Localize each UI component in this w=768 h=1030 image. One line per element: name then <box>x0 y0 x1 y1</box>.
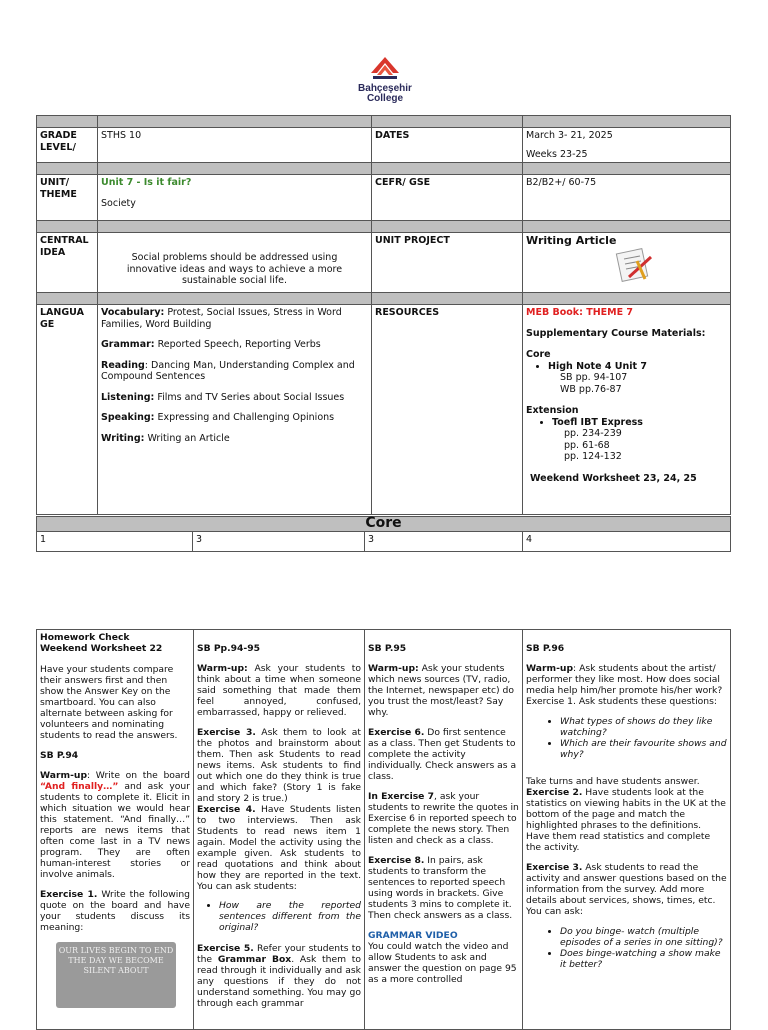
lesson-column-2 <box>194 630 365 1030</box>
central-label: CENTRAL IDEA <box>37 233 98 293</box>
exercise-5-text-b: . Ask them to read through it individually and ask any questions if they do not understand something. You may go through each grammar <box>197 954 362 1009</box>
cefr-value: B2/B2+/ 60-75 <box>523 175 731 221</box>
warmup-text-2: Ask your students to think about a time when someone said something that made them feel annoyed, confused, embarrassed, happy or relieved. <box>197 663 361 718</box>
question-bullet-1: • What types of shows do they like watching? <box>560 716 727 738</box>
vocab-label: Vocabulary: <box>101 307 165 318</box>
core-heading: Core <box>37 517 731 532</box>
reported-question-bullet: • How are the reported sentences different from the original? <box>219 900 361 933</box>
grey-band <box>37 116 731 128</box>
lesson-number-3: 3 <box>365 531 523 551</box>
grammar-video-text: You could watch the video and allow Students to ask and answer the question on page 95 as a more controlled <box>368 941 517 985</box>
central-value: Social problems should be addressed using innovative ideas and ways to achieve a more sustainable social life. <box>98 233 372 293</box>
grade-value: STHS 10 <box>98 128 372 163</box>
question-bullet-3: • Do you binge- watch (multiple episodes of a series in one sitting)? <box>560 926 727 948</box>
exercise-4-text: Have Students listen to two interviews. Then ask Students to read news item 1 again. Model the activity using the example given. Ask students to read quotations and think about how they are reported in the text. You can ask students: <box>197 804 361 892</box>
logo-line-1: Bahçeşehir <box>358 83 412 94</box>
grammar-box-text: Grammar Box <box>217 954 292 965</box>
writing-label: Writing: <box>101 432 145 444</box>
grey-band <box>37 221 731 233</box>
exercise-1-label: Exercise 1. <box>40 889 98 900</box>
warmup-label-2: Warm-up: <box>197 663 248 674</box>
grey-band <box>37 163 731 175</box>
warmup-label: Warm-up <box>40 770 88 781</box>
dates-cell <box>523 128 731 163</box>
lesson-column-4 <box>523 630 731 1030</box>
exercise-5-text-a: Refer your students to the <box>197 943 362 965</box>
exercise-1-col4-text: Exercise 1. Ask students these questions: <box>526 696 717 707</box>
project-value: Writing Article <box>526 234 617 247</box>
speaking-value: Expressing and Challenging Opinions <box>154 412 335 423</box>
warmup-text-a: : Write on the board <box>87 770 190 781</box>
article-writing-icon <box>615 247 655 283</box>
project-label: UNIT PROJECT <box>372 233 523 293</box>
grey-band <box>37 293 731 305</box>
homework-text: Have your students compare their answers first and then show the Answer Key on the smartboard. You can also alternate between asking for volunteers and nominating students to read the answers. <box>40 664 178 741</box>
core-label: Core <box>526 349 551 360</box>
exercise-8-label: Exercise 8. <box>368 855 425 866</box>
worksheet-heading: Weekend Worksheet 22 <box>40 643 163 654</box>
grammar-label: Grammar: <box>101 339 155 350</box>
pages-1: pp. 234-239 <box>564 428 622 439</box>
speaking-label: Speaking: <box>101 412 155 423</box>
grade-label: GRADE LEVEL/ <box>37 128 98 163</box>
lesson-plan-table <box>36 629 731 1030</box>
sb-page-4: SB P.96 <box>526 643 565 654</box>
lesson-number-1: 1 <box>37 531 193 551</box>
project-cell <box>523 233 731 293</box>
cefr-label: CEFR/ GSE <box>372 175 523 221</box>
lesson-number-4: 4 <box>523 531 731 551</box>
homework-heading: Homework Check <box>40 632 130 643</box>
warmup-label-3: Warm-up: <box>368 663 419 674</box>
core-band <box>37 517 731 532</box>
sb-pages: SB pp. 94-107 <box>560 372 628 383</box>
meb-book: MEB Book: THEME 7 <box>526 307 633 318</box>
pages-3: pp. 124-132 <box>564 451 622 462</box>
language-label: LANGUA GE <box>37 305 98 515</box>
and-finally-text: “And finally…” <box>40 781 119 792</box>
unit-value: Unit 7 - Is it fair? <box>101 177 192 188</box>
exercise-2-label: Exercise 2. <box>526 787 583 798</box>
logo-line-2: College <box>366 93 404 104</box>
sb-page-3: SB P.95 <box>368 643 407 654</box>
exercise-3-col4-text: Ask students to read the activity and answer questions based on the information from the survey. Add more details about services, shows, times, etc. You can ask: <box>526 862 727 917</box>
listening-label: Listening: <box>101 391 155 403</box>
exercise-7-label: In Exercise 7 <box>368 791 435 802</box>
lesson-column-1 <box>37 630 194 1030</box>
dates-value: March 3- 21, 2025 <box>526 130 613 141</box>
exercise-6-text: Do first sentence as a class. Then get Students to complete the activity individually. Check answers as a class. <box>368 727 517 782</box>
reading-label: Reading <box>101 359 145 371</box>
exercise-2-text: Have students look at the statistics on viewing habits in the UK at the bottom of the page and match the highlighted phrases to the definitions. Have them read statistics and complete the activity. <box>526 787 726 853</box>
resources-cell <box>523 305 731 515</box>
question-bullet-4: • Does binge-watching a show make it better? <box>560 948 727 970</box>
warmup-label-4: Warm-up <box>526 663 574 674</box>
writing-value: Writing an Article <box>144 432 230 444</box>
exercise-8-text: In pairs, ask students to transform the sentences to reported speech using words in brackets. Give students 3 mins to complete it. Then check answers as a class. <box>368 855 513 921</box>
unit-cell <box>98 175 372 221</box>
toefl-item: • Toefl IBT Express <box>552 417 727 429</box>
wb-pages: WB pp.76-87 <box>560 383 622 395</box>
listening-value: Films and TV Series about Social Issues <box>154 391 345 403</box>
extension-label: Extension <box>526 405 579 416</box>
exercise-5-label: Exercise 5. <box>197 943 254 954</box>
dates-label: DATES <box>372 128 523 163</box>
warmup-text-3: Ask your students which news sources (TV, radio, the Internet, newspaper etc) do you trust the most/least? Say why. <box>368 663 515 718</box>
weeks-value: Weeks 23-25 <box>526 148 588 160</box>
question-bullet-2: • Which are their favourite shows and why? <box>560 738 727 760</box>
logo-emblem-icon <box>365 55 405 81</box>
overview-table <box>36 115 731 515</box>
quote-image: OUR LIVES BEGIN TO END THE DAY WE BECOME SILENT ABOUT <box>56 942 176 1008</box>
supplementary-label: Supplementary Course Materials: <box>526 327 706 339</box>
highnote-item: • High Note 4 Unit 7 <box>548 361 727 373</box>
weekend-worksheets: Weekend Worksheet 23, 24, 25 <box>530 472 697 484</box>
warmup-text-4: : Ask students about the artist/ performer they like most. How does social media help him/her promote his/her work? <box>526 663 723 696</box>
exercise-3-text: Ask them to look at the photos and brainstorm about them. Then ask Students to read news items. Ask students to find out which one do they think is true and which fake? (Story 1 is fake and story 2 is true.) <box>197 727 362 804</box>
unit-label: UNIT/ THEME <box>37 175 98 221</box>
sb-page-2: SB Pp.94-95 <box>197 643 261 654</box>
college-logo <box>355 55 415 104</box>
exercise-3-label: Exercise 3. <box>197 727 256 738</box>
grammar-video-link[interactable]: GRAMMAR VIDEO <box>368 930 458 941</box>
grammar-value: Reported Speech, Reporting Verbs <box>154 339 321 350</box>
warmup-text-b: and ask your students to complete it. Elicit in which situation we would hear this statement. “And finally…” reports are news items that often come last in a TV news program. They are often human-interest stories or involve animals. <box>40 781 191 880</box>
resources-label: RESOURCES <box>372 305 523 515</box>
sb-page-1: SB P.94 <box>40 750 79 761</box>
reading-value: : Dancing Man, Understanding Complex and Compound Sentences <box>101 359 355 382</box>
core-table <box>36 516 731 552</box>
lesson-column-3 <box>365 630 523 1030</box>
exercise-3-col4-label: Exercise 3. <box>526 862 583 873</box>
language-cell <box>98 305 372 515</box>
exercise-4-label: Exercise 4. <box>197 804 256 815</box>
exercise-1-text: Write the following quote on the board and have your students discuss its meaning: <box>40 889 190 933</box>
theme-value: Society <box>101 197 136 209</box>
lesson-number-2: 3 <box>193 531 365 551</box>
exercise-7-text: , ask your students to rewrite the quotes in Exercise 6 in reported speech to complete the news story. Then listen and check as a class. <box>368 791 519 846</box>
vocab-value: Protest, Social Issues, Stress in Word Families, Word Building <box>101 307 342 330</box>
take-turns-text: Take turns and have students answer. <box>526 776 700 787</box>
exercise-6-label: Exercise 6. <box>368 727 425 738</box>
pages-2: pp. 61-68 <box>564 439 610 451</box>
